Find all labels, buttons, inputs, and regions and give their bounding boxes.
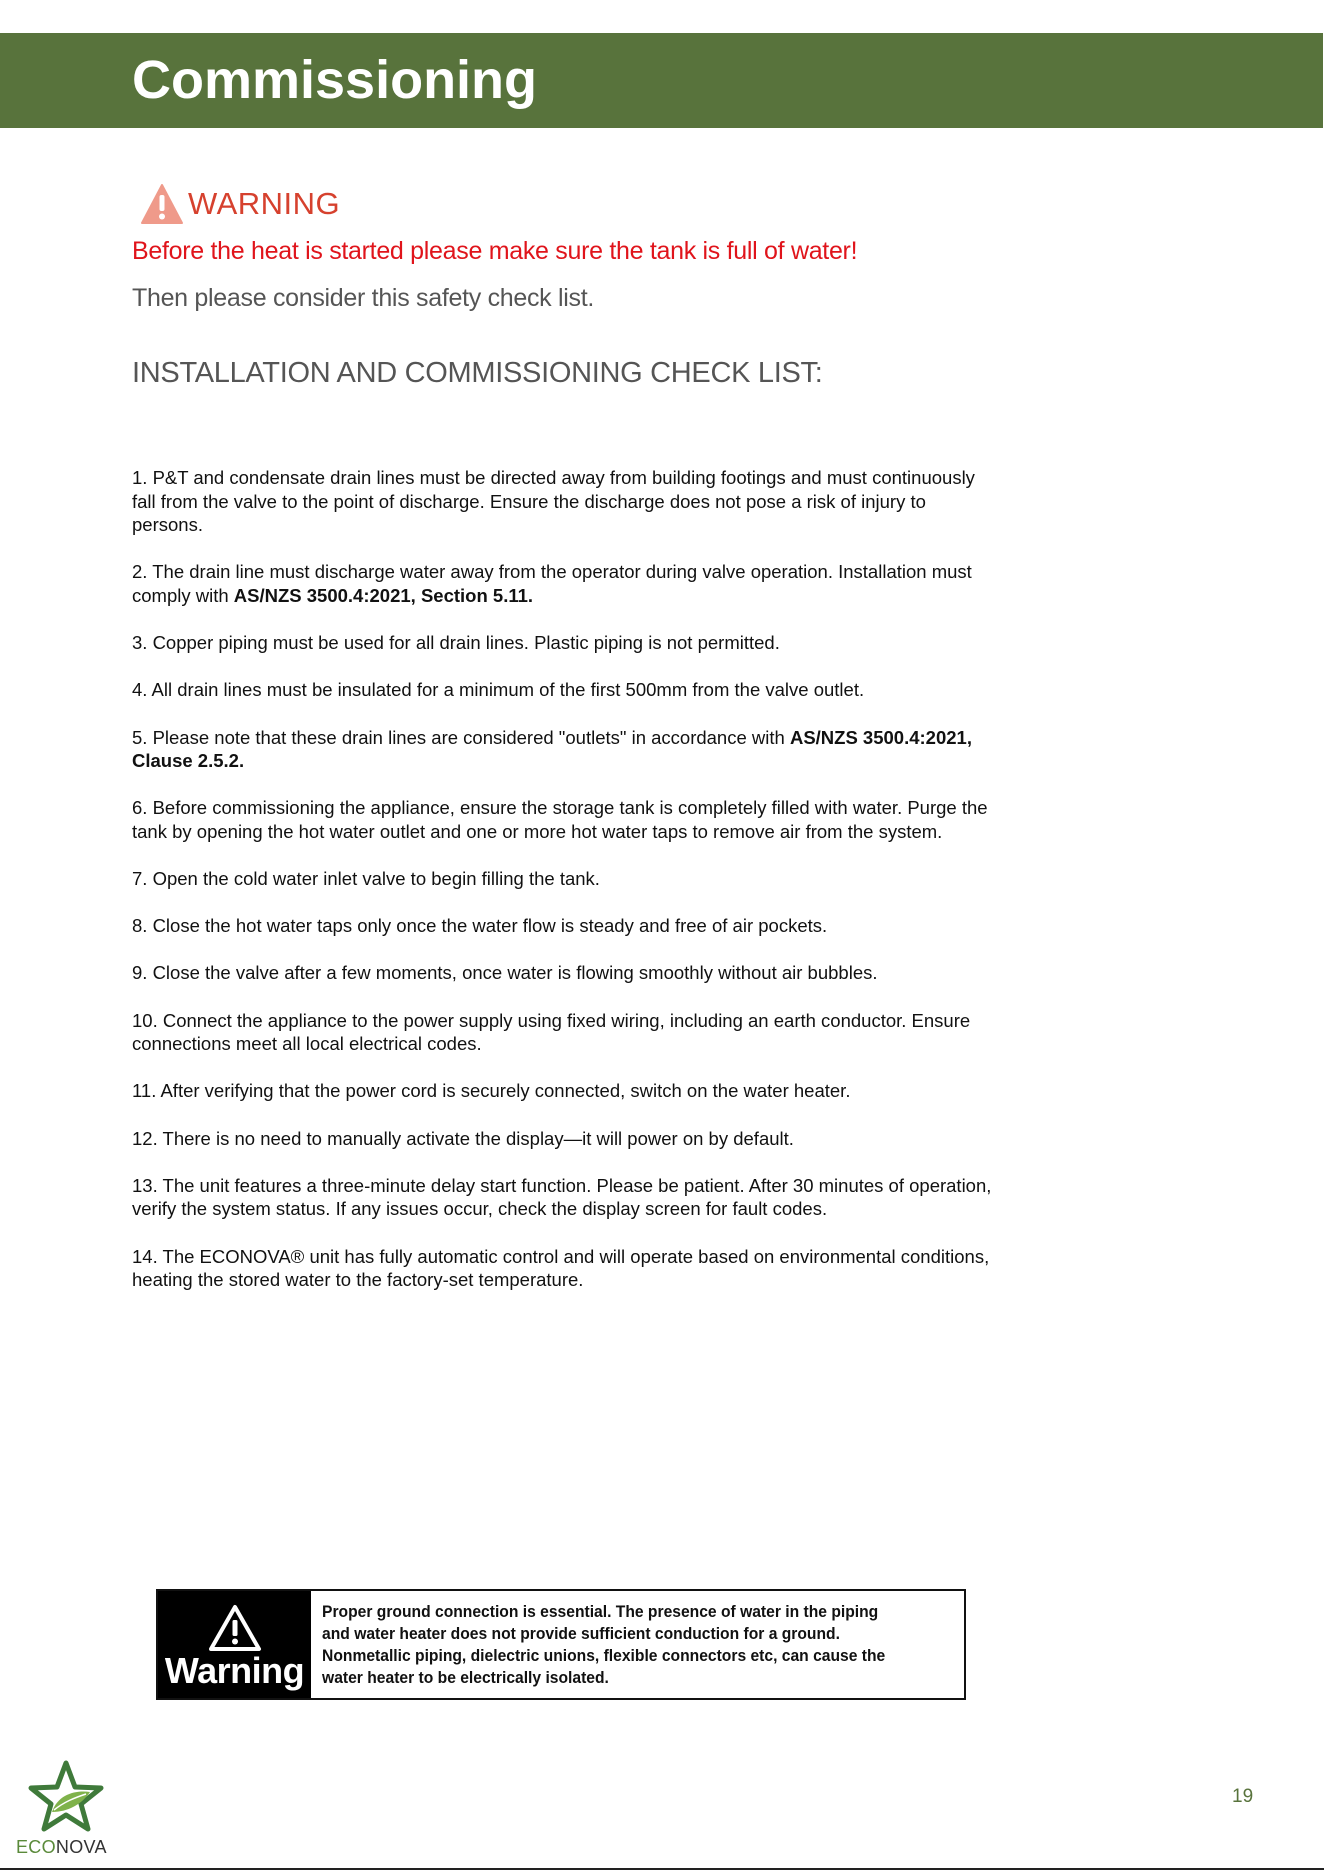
checklist-item: 12. There is no need to manually activate the display—it will power on by default. [132,1127,794,1149]
checklist-item: 3. Copper piping must be used for all drain lines. Plastic piping is not permitted. [132,632,780,654]
checklist-heading: INSTALLATION AND COMMISSIONING CHECK LIST: [132,357,823,389]
checklist-intro: Then please consider this safety check list. [132,284,595,312]
econova-star-leaf-icon [28,1760,104,1832]
checklist-item: 13. The unit features a three-minute delay start function. Please be patient. After 30 minutes of operation, verify the system status. If any issues occur, check the display screen for fault codes. [132,1174,992,1220]
econova-logo [16,1760,116,1860]
checklist-item: 14. The ECONOVA® unit has fully automatic control and will operate based on environmental conditions, heating the stored water to the factory-set temperature. [132,1245,990,1291]
warning-label: WARNING [188,186,341,221]
checklist-item: 7. Open the cold water inlet valve to begin filling the tank. [132,868,600,890]
ground-warning-label: Warning [164,1649,305,1691]
checklist-item: 4. All drain lines must be insulated for a minimum of the first 500mm from the valve outlet. [132,679,865,701]
ground-warning-text: Proper ground connection is essential. The presence of water in the piping and water heater does not provide sufficient conduction for a ground. Nonmetallic piping, dielectric unions, flexible connectors etc, can cause the water heater to be electrically isolated. [322,1602,886,1687]
ground-warning-box [156,1589,966,1700]
checklist-item: 9. Close the valve after a few moments, once water is flowing smoothly without air bubbles. [132,962,878,984]
footer-divider [0,1868,1324,1870]
checklist-item: 11. After verifying that the power cord is securely connected, switch on the water heater. [132,1080,851,1102]
page-title: Commissioning [132,50,538,110]
warning-triangle-icon [140,183,184,225]
logo-wordmark: ECONOVA [16,1837,107,1857]
checklist-item: 1. P&T and condensate drain lines must be directed away from building footings and must continuously fall from the valve to the point of discharge. Ensure the discharge does not pose a risk of injury to persons. [132,467,975,536]
ground-warning-label-block [158,1591,311,1698]
checklist-item: 10. Connect the appliance to the power supply using fixed wiring, including an earth conductor. Ensure connections meet all local electrical codes. [132,1009,971,1055]
tank-full-warning: Before the heat is started please make sure the tank is full of water! [132,237,858,265]
warning-triangle-icon [207,1603,263,1653]
checklist-item: 8. Close the hot water taps only once the water flow is steady and free of air pockets. [132,915,828,937]
checklist-item: 6. Before commissioning the appliance, ensure the storage tank is completely filled with water. Purge the tank by opening the hot water outlet and one or more hot water taps to remove air from the system. [132,797,988,842]
checklist-item: 2. The drain line must discharge water away from the operator during valve operation. Installation must comply with AS/NZS 3500.4:2021, Section 5.11. [132,561,972,606]
checklist [132,466,992,1315]
page-number: 19 [1232,1786,1254,1807]
warning-heading [140,182,340,226]
checklist-item: 5. Please note that these drain lines are considered "outlets" in accordance with AS/NZS 3500.4:2021, Clause 2.5.2. [132,726,972,772]
